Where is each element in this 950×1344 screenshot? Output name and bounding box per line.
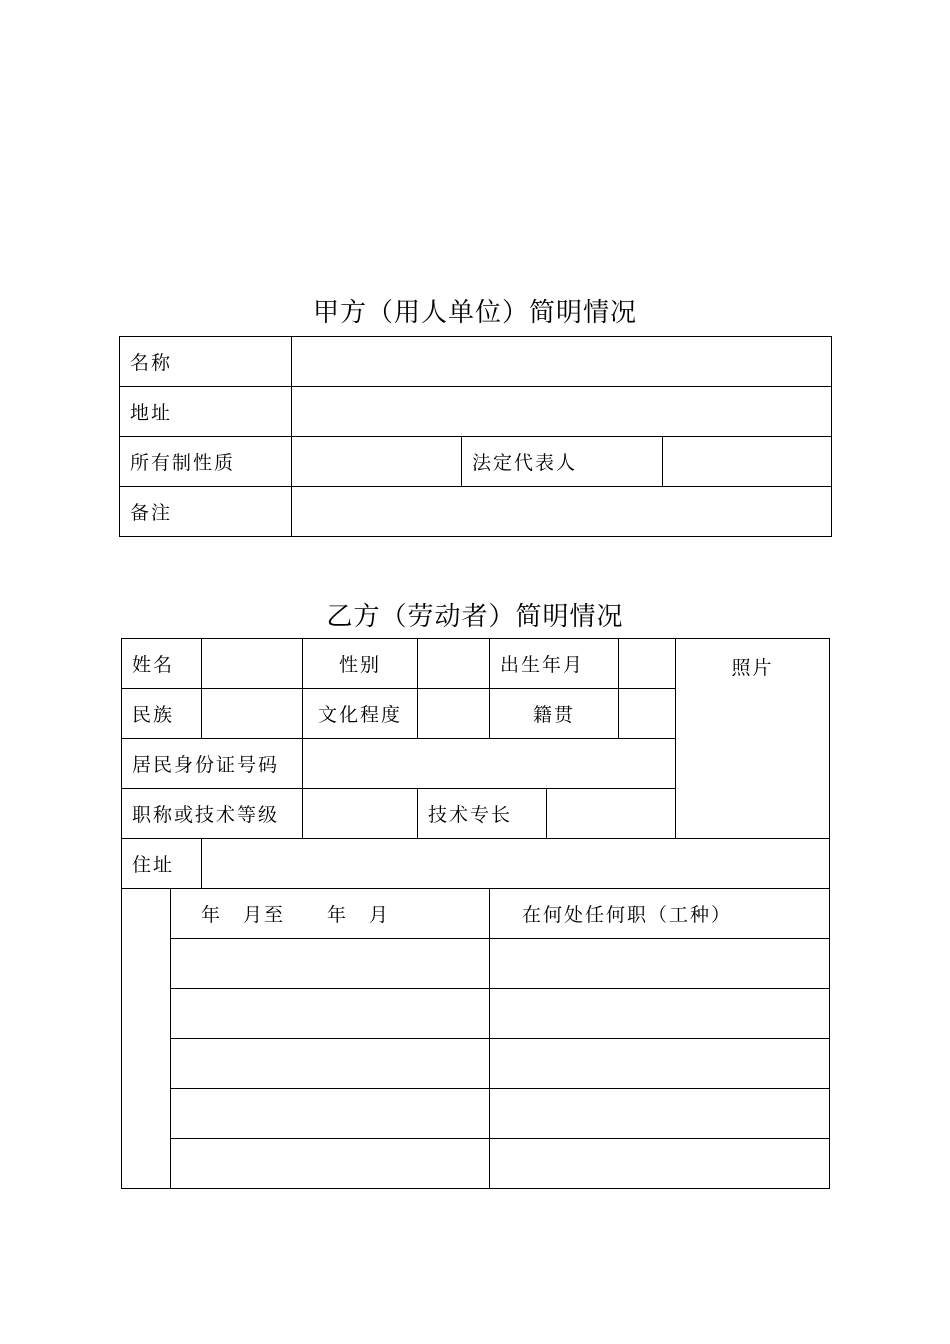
address-label: 住址 (122, 839, 202, 889)
native-place-value-field[interactable] (619, 689, 676, 739)
party-a-name-row (120, 337, 832, 387)
legal-rep-value-field[interactable] (663, 437, 832, 487)
address-value-field[interactable] (292, 387, 832, 437)
history-position-field[interactable] (490, 989, 830, 1039)
history-period-field[interactable] (171, 989, 490, 1039)
history-row (122, 1139, 830, 1189)
title-grade-value-field[interactable] (303, 789, 418, 839)
history-period-field[interactable] (171, 1139, 490, 1189)
name-value-field[interactable] (292, 337, 832, 387)
specialty-label: 技术专长 (418, 789, 547, 839)
name-label: 名称 (120, 337, 292, 387)
history-period-header: 年 月至 年 月 (171, 889, 490, 939)
history-period-field[interactable] (171, 1039, 490, 1089)
history-row (122, 939, 830, 989)
party-a-address-row (120, 387, 832, 437)
history-position-field[interactable] (490, 1089, 830, 1139)
ethnicity-value-field[interactable] (202, 689, 303, 739)
id-label: 居民身份证号码 (122, 739, 303, 789)
party-a-ownership-row (120, 437, 832, 487)
birth-value-field[interactable] (619, 639, 676, 689)
history-period-field[interactable] (171, 939, 490, 989)
history-side-cell (122, 889, 171, 1189)
party-b-table (121, 638, 830, 1189)
party-a-table (119, 336, 832, 537)
gender-value-field[interactable] (418, 639, 490, 689)
history-row (122, 989, 830, 1039)
history-row (122, 1039, 830, 1089)
history-row (122, 1089, 830, 1139)
id-value-field[interactable] (303, 739, 676, 789)
ethnicity-label: 民族 (122, 689, 202, 739)
ownership-label: 所有制性质 (120, 437, 292, 487)
remarks-value-field[interactable] (292, 487, 832, 537)
gender-label: 性别 (303, 639, 418, 689)
name-label: 姓名 (122, 639, 202, 689)
title-grade-label: 职称或技术等级 (122, 789, 303, 839)
ownership-value-field[interactable] (292, 437, 462, 487)
history-position-field[interactable] (490, 1039, 830, 1089)
history-position-field[interactable] (490, 1139, 830, 1189)
birth-label: 出生年月 (490, 639, 619, 689)
address-value-field[interactable] (202, 839, 830, 889)
party-b-title: 乙方（劳动者）简明情况 (326, 602, 624, 632)
remarks-label: 备注 (120, 487, 292, 537)
history-position-field[interactable] (490, 939, 830, 989)
party-a-remarks-row (120, 487, 832, 537)
legal-rep-label: 法定代表人 (462, 437, 663, 487)
history-period-field[interactable] (171, 1089, 490, 1139)
party-b-row-5 (122, 839, 830, 889)
specialty-value-field[interactable] (547, 789, 676, 839)
education-value-field[interactable] (418, 689, 490, 739)
party-a-title: 甲方（用人单位）简明情况 (312, 298, 637, 328)
education-label: 文化程度 (303, 689, 418, 739)
name-value-field[interactable] (202, 639, 303, 689)
party-b-row-1 (122, 639, 830, 689)
history-position-header: 在何处任何职（工种） (490, 889, 830, 939)
history-header-row (122, 889, 830, 939)
native-place-label: 籍贯 (490, 689, 619, 739)
photo-cell[interactable]: 照片 (676, 639, 830, 839)
address-label: 地址 (120, 387, 292, 437)
